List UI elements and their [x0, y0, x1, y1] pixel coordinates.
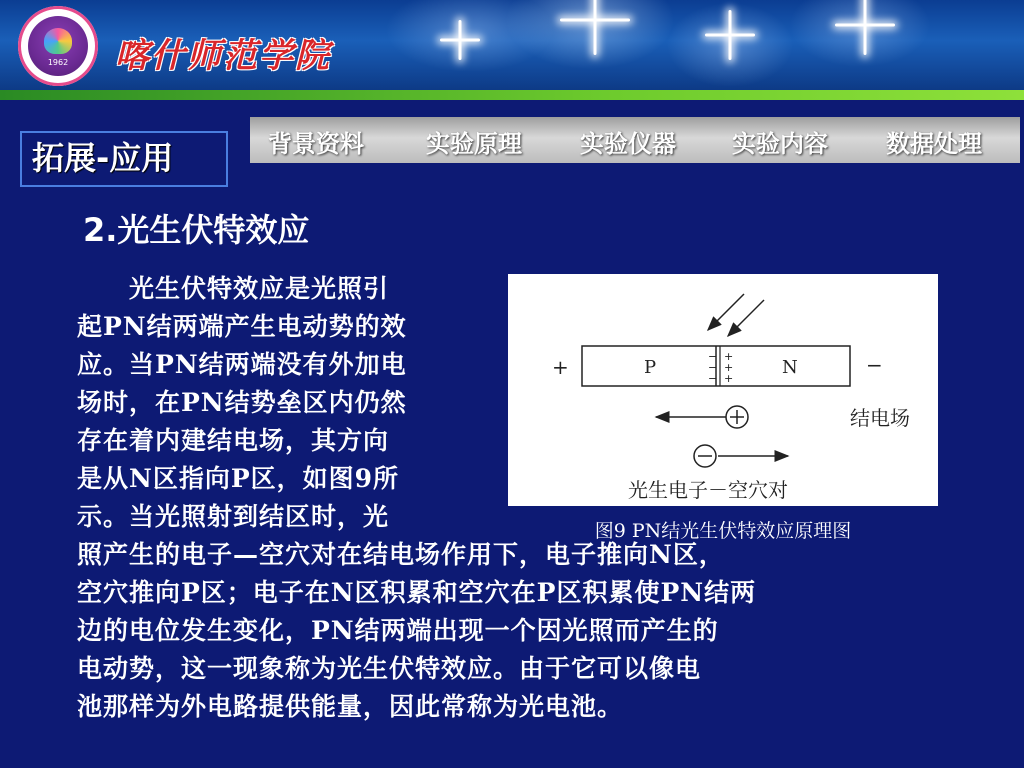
nav-bar [250, 117, 1020, 163]
body-line: 光生伏特效应是光照引 [77, 274, 390, 303]
page-heading: 2.光生伏特效应 [83, 211, 310, 249]
svg-text:−: − [708, 350, 718, 363]
tab-background[interactable]: 背景资料 [268, 130, 364, 158]
n-region-label: N [782, 357, 798, 378]
pn-junction-diagram [508, 274, 938, 506]
svg-text:+: + [724, 350, 734, 363]
body-line: 起PN结两端产生电动势的效 [77, 312, 407, 341]
school-logo [18, 6, 98, 86]
positive-terminal-label: + [552, 355, 569, 379]
body-line: 照产生的电子—空穴对在结电场作用下，电子推向N区， [77, 540, 725, 569]
svg-text:−: − [708, 361, 718, 374]
tab-content[interactable]: 实验内容 [732, 130, 828, 158]
body-line: 边的电位发生变化，PN结两端出现一个因光照而产生的 [77, 616, 719, 645]
sparkle-decoration [705, 10, 755, 60]
sparkle-decoration [440, 20, 480, 60]
header-banner [0, 0, 1024, 90]
header-divider [0, 90, 1024, 100]
field-label: 结电场 [850, 406, 910, 430]
logo-year: 1962 [47, 58, 69, 67]
svg-text:+: + [724, 361, 734, 374]
tab-data-processing[interactable]: 数据处理 [886, 130, 982, 158]
negative-terminal-label: − [866, 353, 883, 377]
body-line: 应。当PN结两端没有外加电 [77, 350, 407, 379]
body-line: 存在着内建结电场，其方向 [77, 426, 390, 455]
tab-instruments[interactable]: 实验仪器 [580, 130, 676, 158]
body-line: 示。当光照射到结区时，光 [77, 502, 390, 531]
figure-caption: 图9 PN结光生伏特效应原理图 [594, 520, 852, 542]
logo-emblem-icon [28, 16, 88, 76]
svg-text:+: + [724, 372, 734, 385]
body-line: 池那样为外电路提供能量，因此常称为光电池。 [77, 692, 624, 721]
school-name: 喀什师范学院 [115, 36, 331, 76]
svg-text:−: − [708, 372, 718, 385]
section-label: 拓展-应用 [20, 131, 228, 187]
pn-junction-figure [508, 274, 938, 506]
pair-label: 光生电子－空穴对 [628, 478, 788, 502]
body-line: 电动势，这一现象称为光生伏特效应。由于它可以像电 [77, 654, 702, 683]
sparkle-decoration [835, 0, 895, 55]
p-region-label: P [644, 357, 657, 378]
body-line: 是从N区指向P区，如图9所 [77, 464, 400, 493]
sparkle-decoration [560, 0, 630, 55]
body-line: 空穴推向P区；电子在N区积累和空穴在P区积累使PN结两 [77, 578, 757, 607]
body-line: 场时，在PN结势垒区内仍然 [77, 388, 407, 417]
tab-principle[interactable]: 实验原理 [426, 130, 522, 158]
